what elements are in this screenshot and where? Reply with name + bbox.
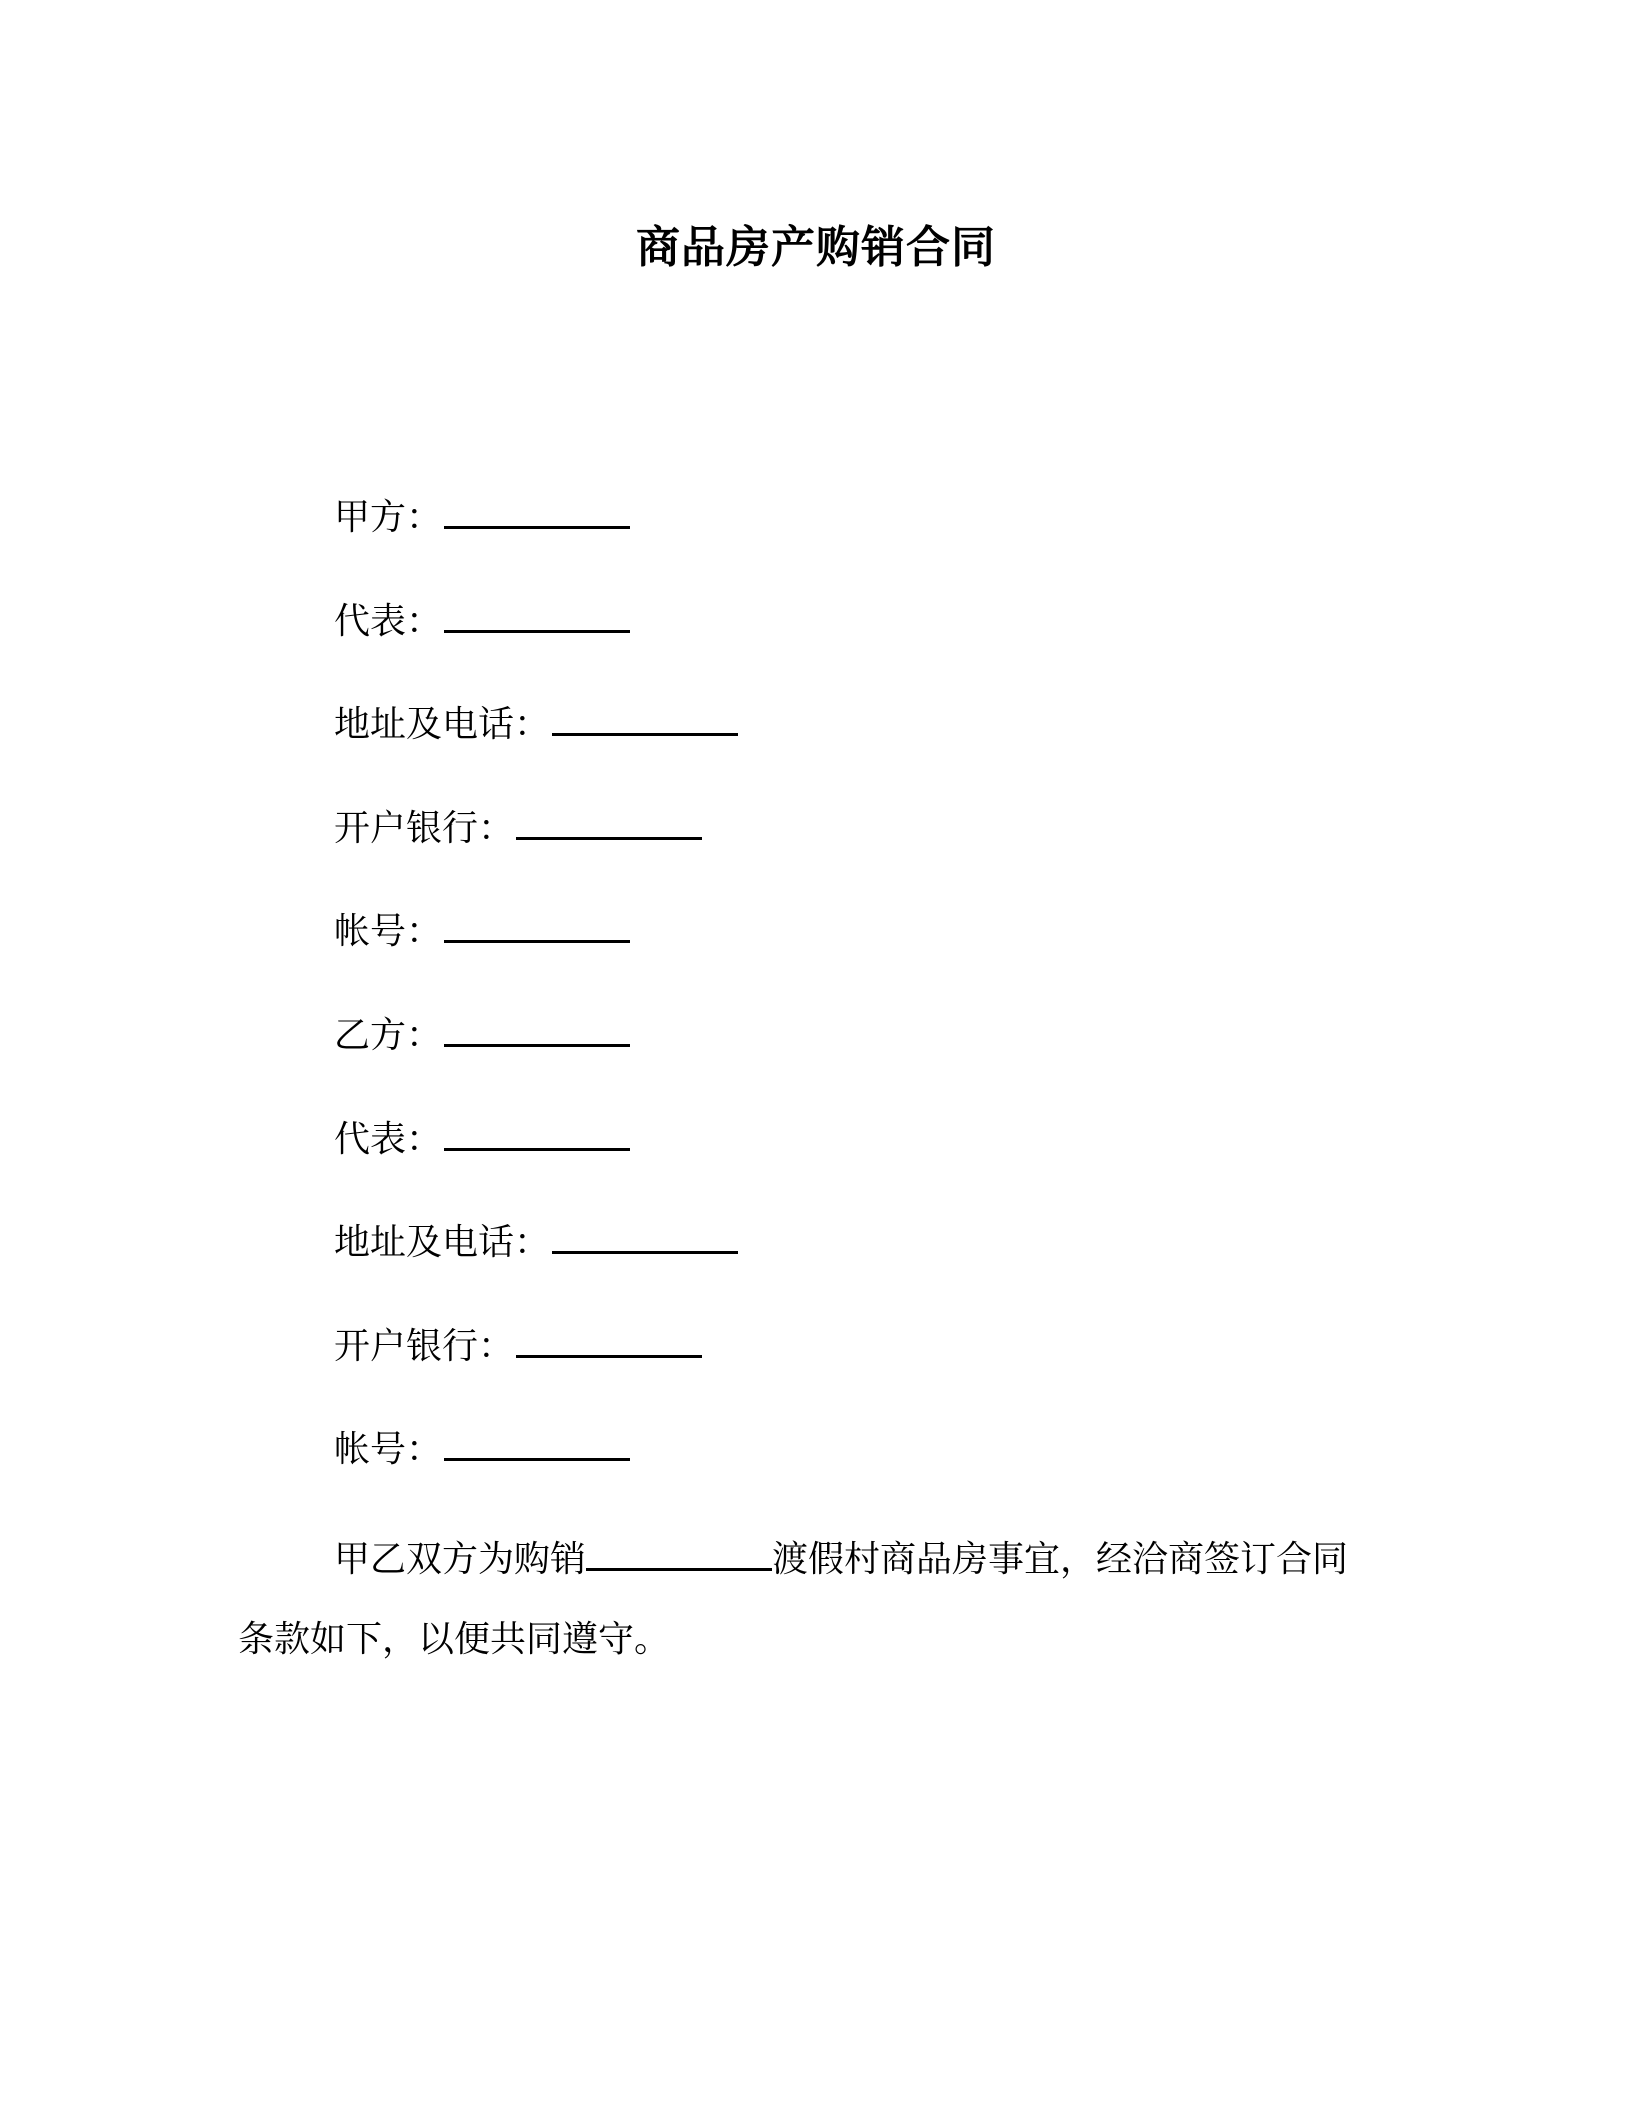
field-colon: ： [406, 1118, 443, 1160]
contract-intro-paragraph [238, 1520, 1378, 1680]
party-info-list [334, 492, 738, 1528]
field-label: 开户银行 [334, 1325, 479, 1367]
field-label: 开户银行 [334, 807, 479, 849]
field-label: 代表 [334, 1118, 407, 1160]
party-b-representative-field [334, 1114, 738, 1166]
field-label: 代表 [334, 600, 407, 642]
fill-in-blank [586, 1538, 772, 1571]
document-title: 商品房产购销合同 [636, 222, 996, 273]
fill-in-blank [516, 807, 702, 840]
field-label: 地址及电话 [334, 1222, 515, 1264]
field-colon: ： [406, 911, 443, 953]
party-b-address-phone-field [334, 1217, 738, 1269]
fill-in-blank [444, 1014, 630, 1047]
fill-in-blank [516, 1325, 702, 1358]
field-colon: ： [406, 497, 443, 538]
fill-in-blank [552, 1221, 738, 1254]
fill-in-blank [444, 1428, 630, 1461]
paragraph-line-1 [238, 1520, 1378, 1600]
field-label: 甲方 [334, 497, 407, 538]
field-colon: ： [406, 1429, 443, 1471]
party-b-field [334, 1010, 738, 1062]
field-colon: ： [514, 704, 551, 746]
party-a-bank-field [334, 803, 738, 855]
party-b-bank-field [334, 1321, 738, 1373]
field-label: 地址及电话 [334, 704, 515, 746]
field-label: 帐号 [334, 1429, 407, 1471]
paragraph-line-2: 条款如下，以便共同遵守。 [238, 1619, 671, 1660]
paragraph-text-before-blank: 甲乙双方为购销 [334, 1539, 587, 1580]
field-colon: ： [406, 600, 443, 642]
fill-in-blank [444, 600, 630, 633]
fill-in-blank [552, 703, 738, 736]
party-b-account-field [334, 1424, 738, 1476]
party-a-address-phone-field [334, 699, 738, 751]
field-label: 帐号 [334, 911, 407, 953]
field-colon: ： [478, 1325, 515, 1367]
paragraph-text-after-blank: 渡假村商品房事宜，经洽商签订合同 [772, 1539, 1349, 1580]
fill-in-blank [444, 1118, 630, 1151]
party-a-field [334, 492, 738, 544]
field-label: 乙方 [334, 1014, 407, 1056]
party-a-account-field [334, 906, 738, 958]
fill-in-blank [444, 910, 630, 943]
fill-in-blank [444, 496, 630, 529]
field-colon: ： [514, 1222, 551, 1264]
party-a-representative-field [334, 596, 738, 648]
field-colon: ： [406, 1014, 443, 1056]
field-colon: ： [478, 807, 515, 849]
